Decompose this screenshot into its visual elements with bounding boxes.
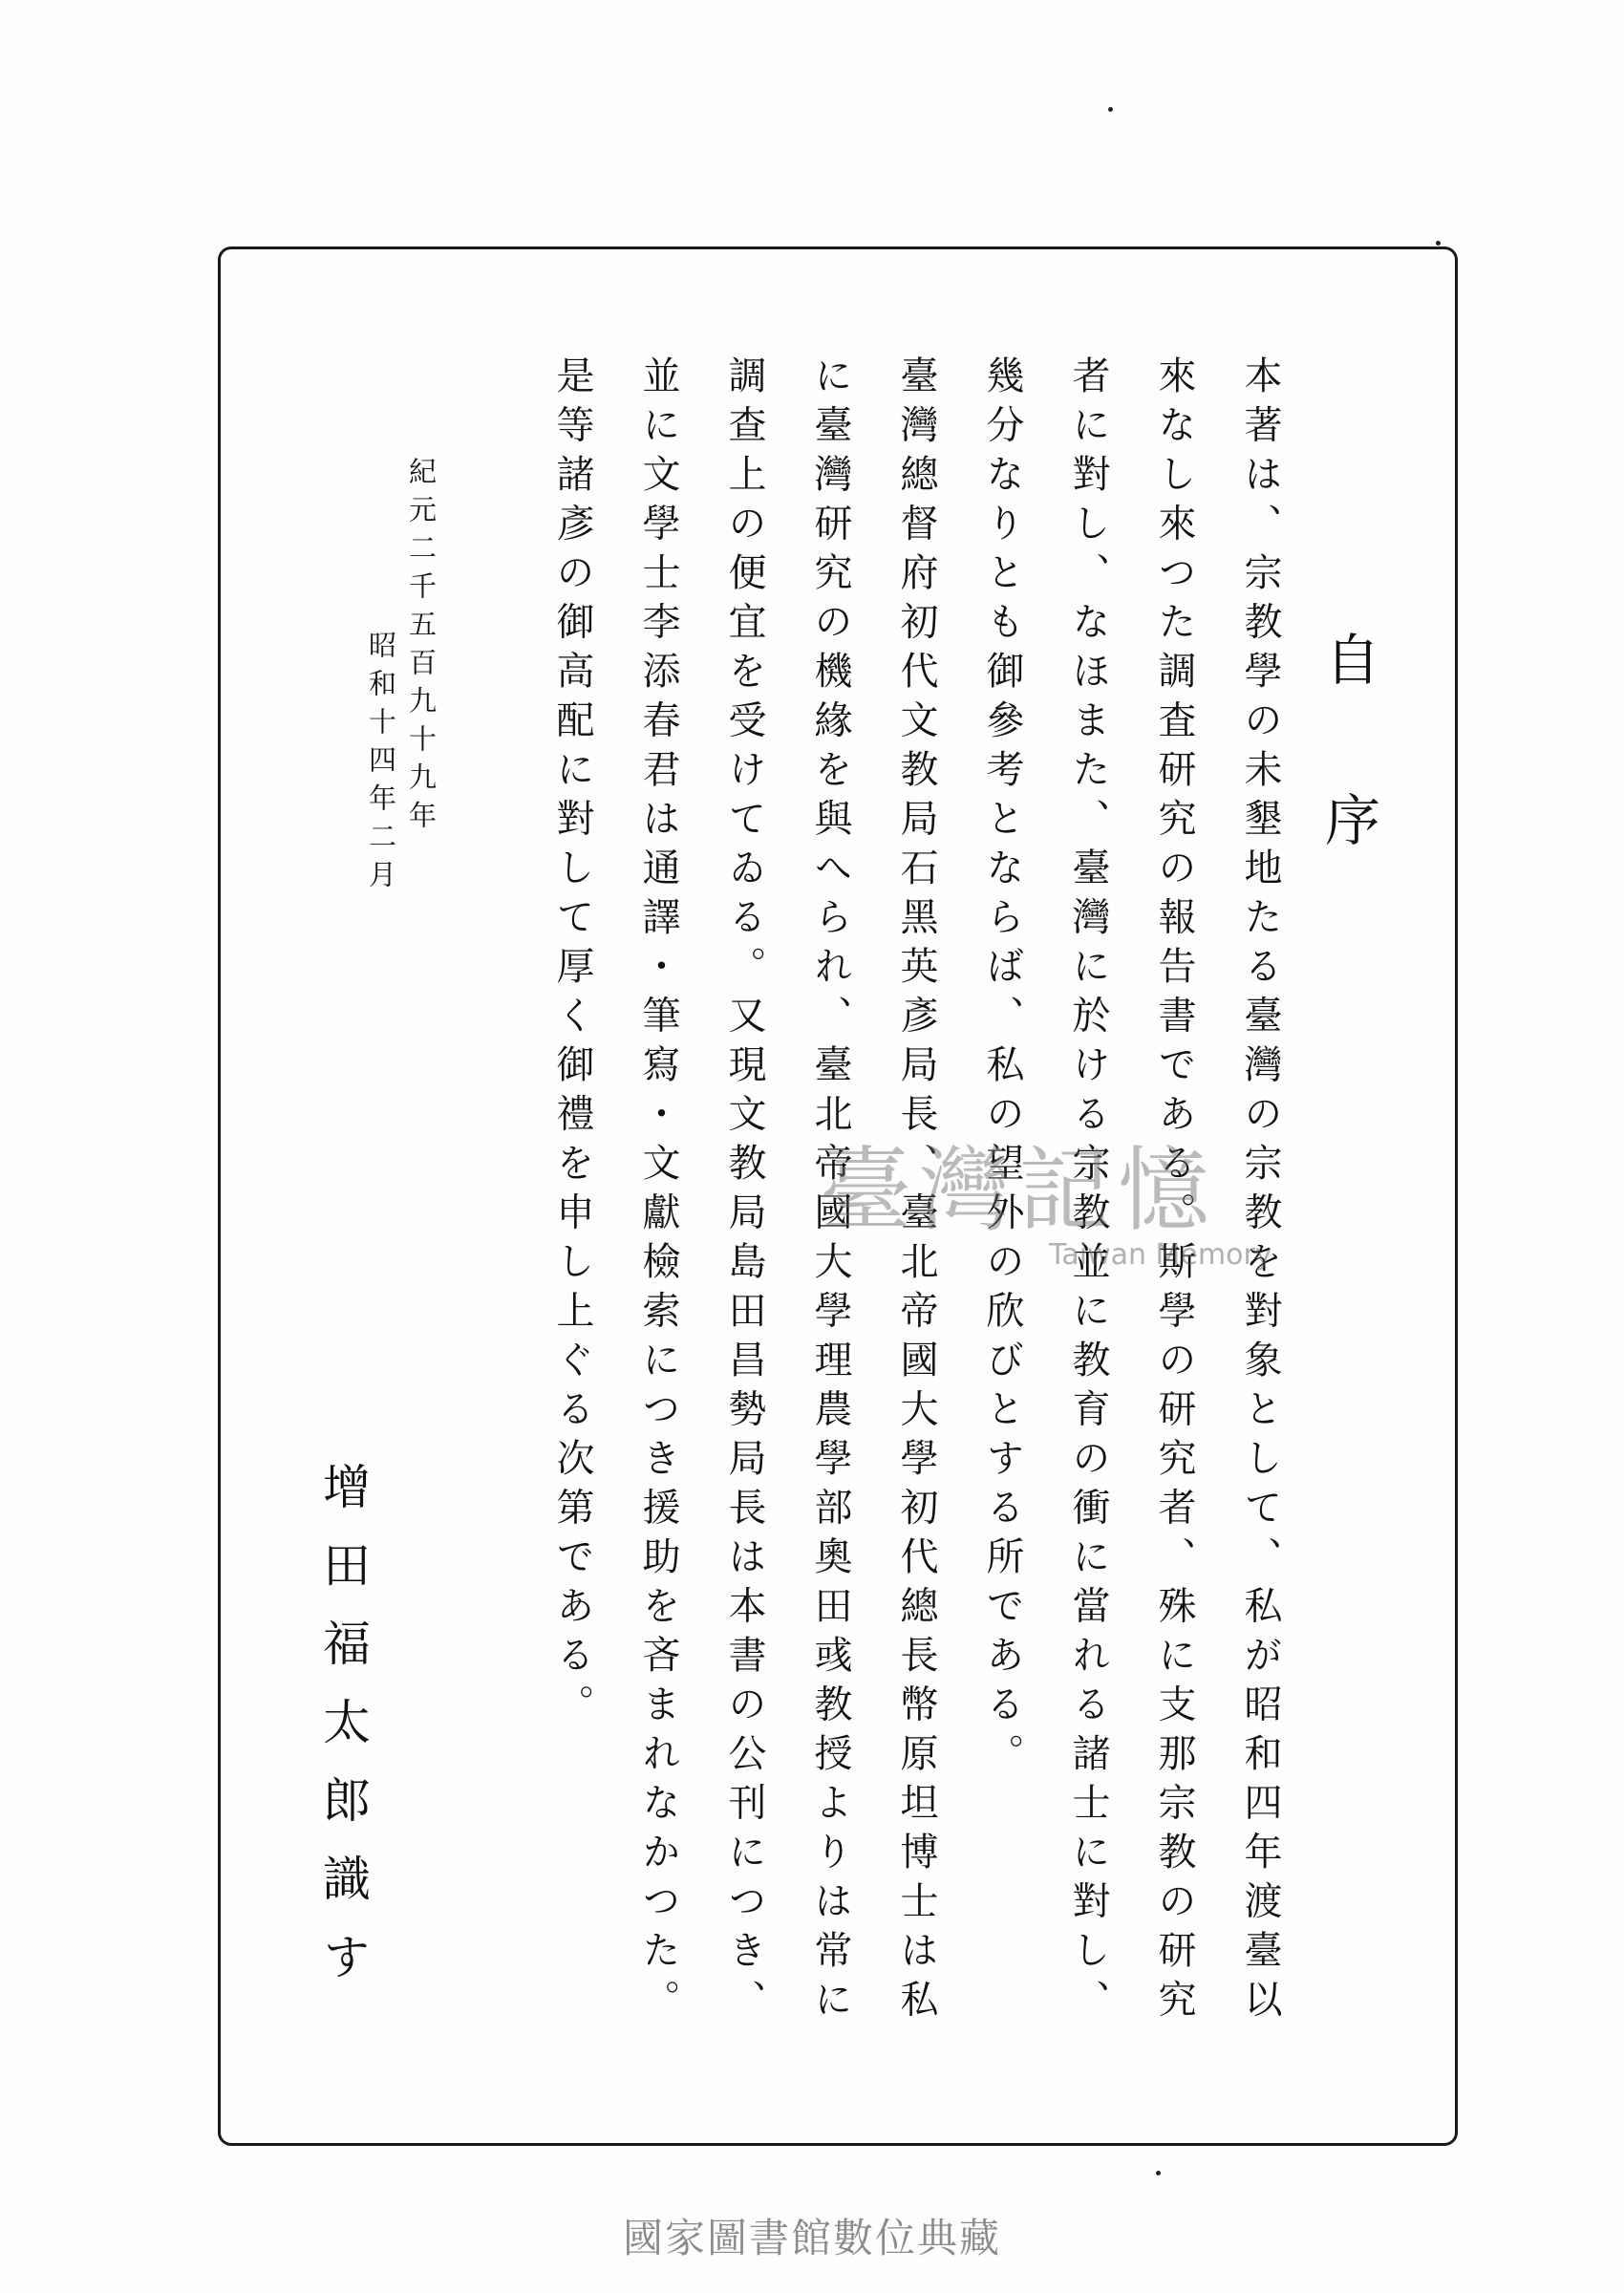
library-footer: 國家圖書館數位典藏 <box>622 2215 1001 2261</box>
scan-speck <box>1436 241 1441 246</box>
preface-paragraph-2: 臺灣總督府初代文教局石黑英彥局長、臺北帝國大學初代總長幣原坦博士は私に臺灣研究の機緣を與へられ、臺北帝國大學理農學部奧田彧教授よりは常に調查上の便宜を受けてゐる。又現文教局島田昌勢局長は本書の公刊につき、並に文學士李添春君は通譯・筆寫・文獻檢索につき援助を吝まれなかつた。是等諸彥の御高配に對して厚く御禮を申し上ぐる次第である。 <box>550 355 938 2028</box>
scan-speck <box>1156 2171 1161 2175</box>
watermark-chinese-text: 臺灣記憶 <box>820 1137 1217 1244</box>
scan-speck <box>1108 107 1113 112</box>
page-title: 自序 <box>1315 631 1380 952</box>
preface-paragraph-1: 本著は、宗教學の未墾地たる臺灣の宗教を對象として、私が昭和四年渡臺以來なし來つた調査研究の報告書である。斯學の研究者、殊に支那宗教の研究者に對し、なほまた、臺灣に於ける宗教並に教育の衝に當れる諸士に對し、幾分なりとも御參考とならば、私の望外の欣びとする所である。 <box>980 355 1282 2028</box>
author-signature: 增田福太郎識す <box>315 1462 371 2010</box>
date-showa: 昭和十四年二月 <box>365 631 397 898</box>
watermark-english-text: Taiwan Memory <box>1049 1238 1272 1272</box>
taiwan-memory-watermark <box>820 1137 1316 1288</box>
date-kigen: 紀元二千五百九十九年 <box>405 457 438 839</box>
